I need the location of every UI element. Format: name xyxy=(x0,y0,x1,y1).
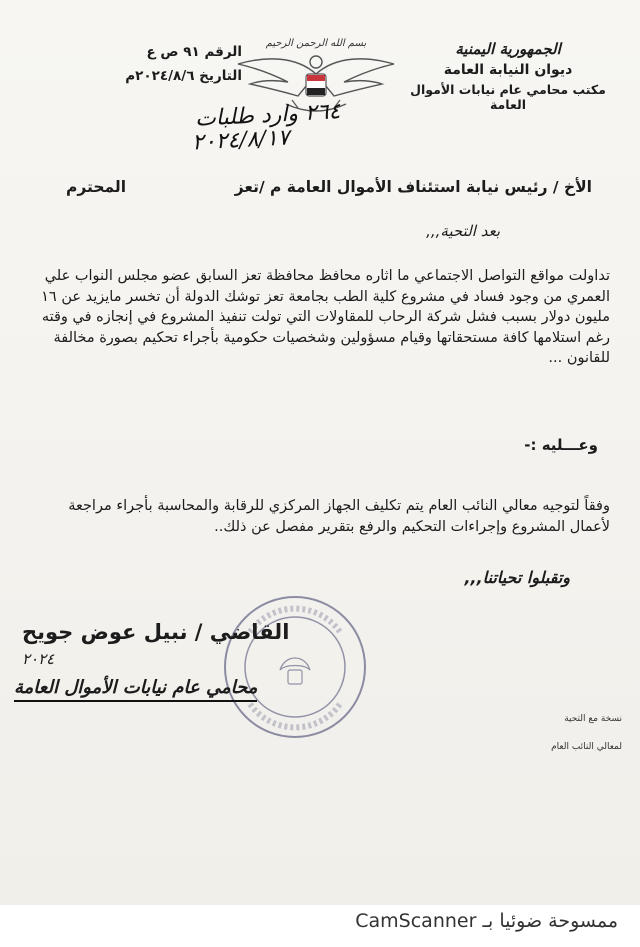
basmala-text: بسم الله الرحمن الرحيم xyxy=(265,38,367,49)
copy-note-1: نسخة مع التحية xyxy=(564,714,622,724)
body-paragraph-2: وفقاً لتوجيه معالي النائب العام يتم تكليف الجهاز المركزي للرقابة والمحاسبة بأجراء مراجعة لأعمال المشروع وإجراءات التحكيم والرفع بتقرير مفصل عن ذلك.. xyxy=(68,498,610,535)
institution-line-2: ديوان النيابة العامة xyxy=(443,62,573,78)
body-paragraph-1: تداولت مواقع التواصل الاجتماعي ما اثاره محافظ محافظة تعز السابق عضو مجلس النواب علي العمري من وجود فساد في مشروع كلية الطب بجامعة تعز توشك الدولة أن تخسر مايزيد عن ١٦ مليون دولار بسبب فشل شركة الرحاب للمقاولات التي تولت تنفيذ المشروع في إنجازه في وقته رغم استلامها كافة مستحقاتها وقيام مسؤولين وشخصيات حكومية بأجراء تحكيم بصورة مخالفة للقانون ... xyxy=(41,268,610,366)
closing-regards: وتقبلوا تحياتنا,,, xyxy=(464,568,570,587)
institution-header xyxy=(398,40,618,112)
scanner-watermark-text: ممسوحة ضوئيا بـ CamScanner xyxy=(355,910,618,932)
official-stamp-icon xyxy=(220,592,370,742)
signatory-title: محامي عام نيابات الأموال العامة xyxy=(14,677,257,702)
institution-line-3: مكتب محامي عام نيابات الأموال العامة xyxy=(410,82,606,112)
signatory-name: القاضي / نبيل عوض جويح xyxy=(22,620,290,644)
greeting: بعد التحية,,, xyxy=(426,222,500,240)
reference-block xyxy=(92,44,242,84)
handwritten-incoming-number: ٢٦٤ وارد طلبات xyxy=(194,99,342,132)
letter-date: التاريخ ٢٠٢٤/٨/٦م xyxy=(125,68,242,84)
therefore-heading: وعـــليه :- xyxy=(524,436,598,454)
respect-word: المحترم xyxy=(66,178,127,196)
handwritten-incoming-date: ٢٠٢٤/٨/١٧ xyxy=(191,125,291,156)
signature-date: ٢٠٢٤ xyxy=(22,650,55,668)
reference-number: الرقم ٩١ ص ع xyxy=(146,44,242,60)
addressee-line: الأخ / رئيس نيابة استئناف الأموال العامة م /تعز xyxy=(234,178,592,196)
copy-note-2: لمعالي النائب العام xyxy=(551,742,622,752)
institution-line-1: الجمهورية اليمنية xyxy=(455,40,561,58)
